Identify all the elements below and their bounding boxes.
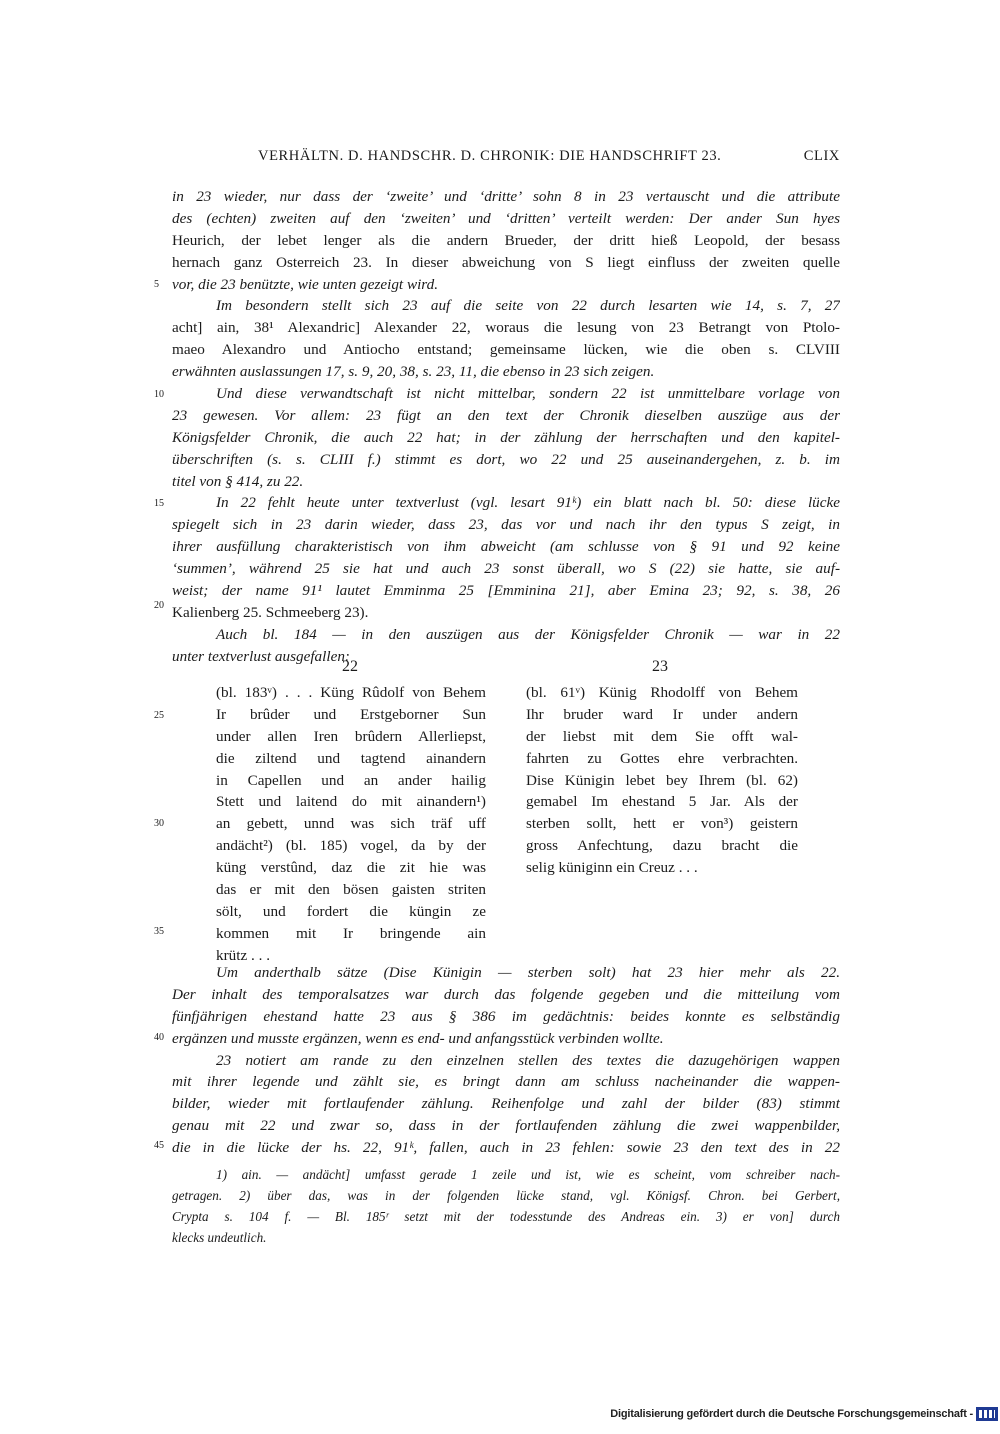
column-line: küng verstûnd, daz die zit hie was	[216, 859, 486, 877]
line-number: 20	[154, 600, 164, 611]
text-line: erwähnten auslassungen 17, s. 9, 20, 38, s. 23, 11, die ebenso in 23 sich zeigen.	[172, 363, 655, 381]
text-line: Im besondern stellt sich 23 auf die seite von 22 durch lesarten wie 14, s. 7, 27	[216, 297, 840, 315]
text-line: titel von § 414, zu 22.	[172, 472, 304, 490]
column-line: Ihr bruder ward Ir under andern	[526, 705, 798, 723]
column-line: Ir brûder und Erstgeborner Sun	[216, 705, 486, 723]
text-line: Und diese verwandtschaft ist nicht mittelbar, sondern 22 ist unmittelbare vorlage von	[216, 385, 840, 403]
page-header	[172, 148, 840, 168]
column-line: selig küniginn ein Creuz . . .	[526, 859, 698, 877]
column-line: (bl. 61ᵛ) Künig Rhodolff von Behem	[526, 684, 798, 701]
text-line: spiegelt sich in 23 darin wieder, dass 23, das vor und nach ihr den typus S zeigt, in	[172, 516, 840, 534]
right-column-heading: 23	[652, 658, 668, 675]
column-line: gemabel Im ehestand 5 Jar. Als der	[526, 793, 798, 811]
text-line: vor, die 23 benützte, wie unten gezeigt wird.	[172, 275, 439, 293]
text-line: weist; der name 91¹ lautet Emminma 25 [Emminina 21], aber Emina 23; 92, s. 38, 26	[172, 582, 840, 600]
text-line: 23 notiert am rande zu den einzelnen stellen des textes die dazugehörigen wappen	[216, 1051, 840, 1069]
left-column-heading: 22	[342, 658, 358, 675]
line-number: 35	[154, 926, 164, 937]
line-number: 15	[154, 498, 164, 509]
line-number: 10	[154, 389, 164, 400]
column-line: sölt, und fordert die küngin ze	[216, 902, 486, 920]
footnote-line: klecks undeutlich.	[172, 1230, 267, 1245]
line-number: 30	[154, 818, 164, 829]
text-line: acht] ain, 38¹ Alexandric] Alexander 22, woraus die lesung von 23 Betrangt von Ptolo-	[172, 319, 840, 337]
line-number: 25	[154, 710, 164, 721]
digitization-footer	[610, 1406, 998, 1422]
line-number: 40	[154, 1032, 164, 1043]
dfg-logo-icon	[976, 1407, 998, 1421]
footnotes	[172, 1164, 840, 1248]
text-line: Königsfelder Chronik, die auch 22 hat; in der zählung der herrschaften und den kapitel-	[172, 428, 840, 446]
text-line: Um anderthalb sätze (Dise Künigin — sterben solt) hat 23 hier mehr als 22.	[216, 964, 840, 981]
column-line: Dise Künigin lebet bey Ihrem (bl. 62)	[526, 771, 798, 789]
text-line: Kalienberg 25. Schmeeberg 23).	[172, 603, 369, 621]
text-line: In 22 fehlt heute unter textverlust (vgl. lesart 91ᵏ) ein blatt nach bl. 50: diese lücke	[216, 494, 840, 512]
column-line: an gebett, unnd was sich träf uff	[216, 815, 486, 833]
text-line: des (echten) zweiten auf den ‘zweiten’ und ‘dritten’ verteilt werden: Der ander Sun hyes	[172, 209, 840, 227]
text-line: mit ihrer legende und zählt sie, es bringt dann am schluss nacheinander die wappen-	[172, 1073, 840, 1091]
column-line: Stett und laitend do mit ainandern¹)	[216, 793, 486, 811]
column-line: under allen Iren brûdern Allerliepst,	[216, 727, 486, 745]
page-number: CLIX	[803, 148, 840, 164]
column-line: gross Anfechtung, dazu bracht die	[526, 837, 798, 855]
line-number: 5	[154, 279, 159, 290]
text-line: in 23 wieder, nur dass der ‘zweite’ und ‘dritte’ sohn 8 in 23 vertauscht und die attribute	[172, 188, 840, 205]
line-number: 45	[154, 1140, 164, 1151]
column-line: (bl. 183ᵛ) . . . Küng Rûdolf von Behem	[216, 684, 486, 701]
text-line: unter textverlust ausgefallen:	[172, 647, 350, 665]
text-line: Auch bl. 184 — in den auszügen aus der Königsfelder Chronik — war in 22	[216, 625, 840, 643]
left-column-text	[216, 682, 486, 967]
right-column-text	[526, 682, 798, 879]
main-text	[172, 186, 840, 668]
column-line: der liebst mit dem Sie offt wal-	[526, 727, 798, 745]
column-line: andächt²) (bl. 185) vogel, da by der	[216, 837, 486, 855]
text-line: ‘summen’, während 25 sie hat und auch 23 sonst überall, wo S (22) sie hatte, sie auf-	[172, 560, 840, 578]
text-line: fünfjährigen ehestand hatte 23 aus § 386 im gedächtnis: beides konnte es selbständig	[172, 1007, 840, 1025]
text-line: Der inhalt des temporalsatzes war durch das folgende gegeben und die mitteilung vom	[172, 985, 840, 1003]
column-line: die ziltend und tagtend ainandern	[216, 749, 486, 767]
text-line: ergänzen und musste ergänzen, wenn es end- und anfangsstück verbinden wollte.	[172, 1029, 664, 1047]
text-line: ihrer ausfüllung charakteristisch von ihm abweicht (am schlusse von § 91 und 92 keine	[172, 538, 840, 556]
text-line: bilder, wieder mit fortlaufender zählung. Reihenfolge und zahl der bilder (83) stimmt	[172, 1095, 840, 1113]
column-line: das er mit den bösen gaisten striten	[216, 881, 486, 899]
column-line: krütz . . .	[216, 946, 270, 964]
text-line: maeo Alexandro und Antiocho entstand; gemeinsame lücken, wie die oben s. CLVIII	[172, 341, 840, 359]
funding-credit: Digitalisierung gefördert durch die Deutsche Forschungsgemeinschaft -	[610, 1408, 973, 1420]
text-line: genau mit 22 und zwar so, dass in der fortlaufenden zählung die zwei wappenbilder,	[172, 1117, 840, 1135]
column-headings	[172, 658, 840, 680]
column-line: kommen mit Ir bringende ain	[216, 924, 486, 942]
column-line: in Capellen und an ander hailig	[216, 771, 486, 789]
column-line: sterben sollt, hett er von³) geistern	[526, 815, 798, 833]
column-line: fahrten zu Gottes ehre verbrachten.	[526, 749, 798, 767]
continuation-text	[172, 962, 840, 1159]
text-line: die in die lücke der hs. 22, 91ᵏ, fallen, auch in 23 fehlen: sowie 23 den text des in 22	[172, 1139, 840, 1157]
text-line: hernach ganz Osterreich 23. In dieser abweichung von S liegt einfluss der zweiten quelle	[172, 253, 840, 271]
footnote-line: 1) ain. — andächt] umfasst gerade 1 zeile und ist, wie es scheint, vom schreiber nach-	[216, 1167, 840, 1182]
text-line: Heurich, der lebet lenger als die andern Brueder, der dritt hieß Leopold, der besass	[172, 231, 840, 249]
running-title: VERHÄLTN. D. HANDSCHR. D. CHRONIK: DIE HANDSCHRIFT 23.	[258, 148, 722, 164]
footnote-line: Crypta s. 104 f. — Bl. 185ʳ setzt mit der todesstunde des Andreas ein. 3) er von] durch	[172, 1209, 840, 1224]
text-line: überschriften (s. s. CLIII f.) stimmt es dort, wo 22 und 25 auseinandergehen, z. b. im	[172, 450, 840, 468]
text-line: 23 gewesen. Vor allem: 23 fügt an den text der Chronik dieselben auszüge aus der	[172, 406, 840, 424]
footnote-line: getragen. 2) über das, was in der folgenden lücke stand, vgl. Königsf. Chron. bei Gerbert,	[172, 1188, 840, 1203]
